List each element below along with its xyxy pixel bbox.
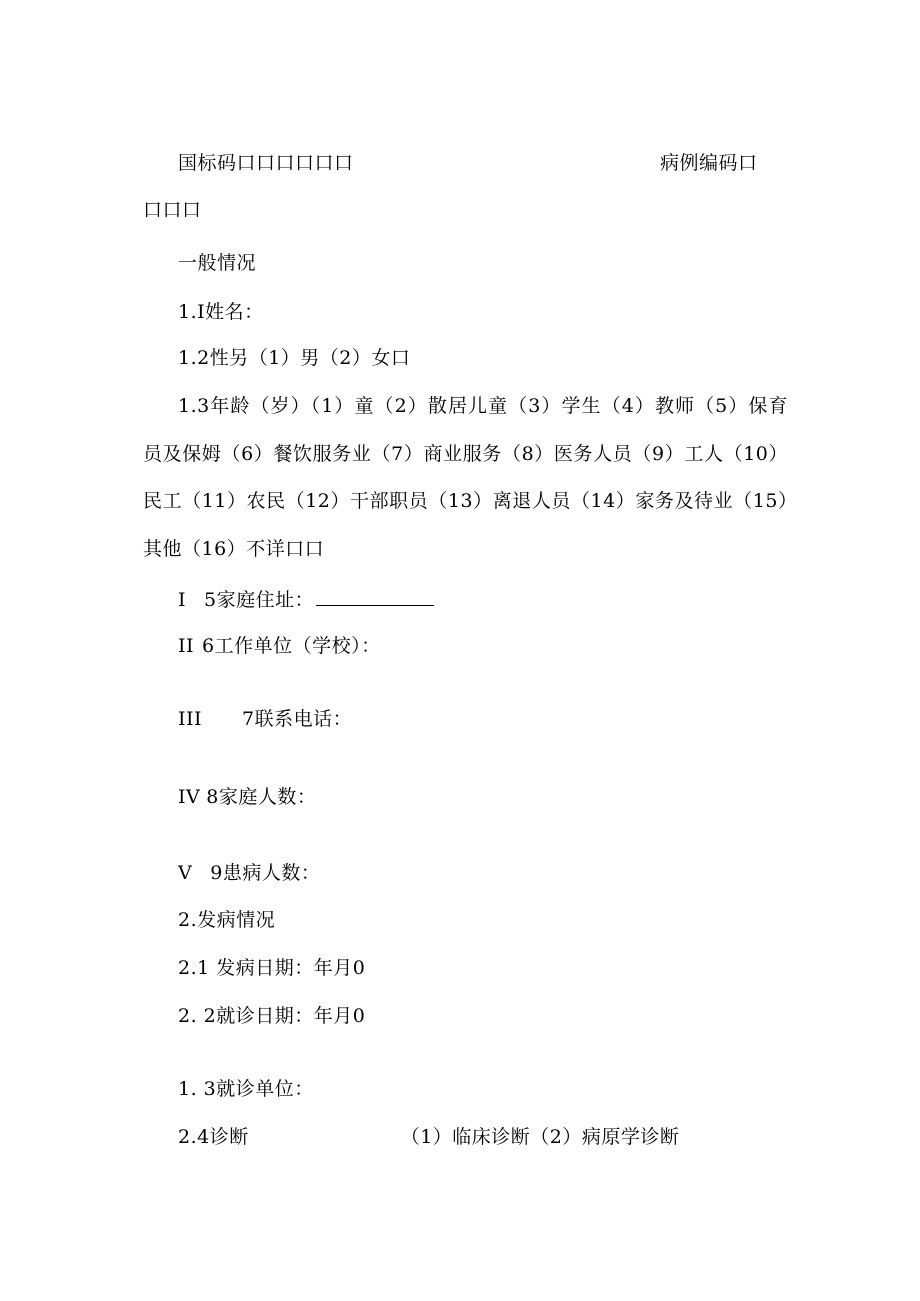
field-work-label: 6工作单位（学校）： [202,635,381,657]
field-sex: 1.2性另（1）男（2）女口 [178,347,411,369]
field-phone [178,707,352,731]
field-name: 1.I姓名： [178,301,264,323]
field-phone-number: III [178,708,203,730]
field-sick-number: V [178,862,193,884]
field-diagnosis-label: 2.4诊断 [178,1126,249,1148]
field-address [178,587,434,612]
address-underline [316,587,434,606]
section-general-title: 一般情况 [178,252,257,274]
gb-code: 国标码口口口口口口 [178,152,354,174]
field-sick-count [178,861,320,885]
field-diagnosis [178,1125,679,1149]
field-visit-date: 2. 2就诊日期：年月0 [178,1005,366,1027]
case-code-label: 病例编码口 [660,152,758,174]
field-phone-label: 7联系电话： [242,708,353,730]
section-onset-title: 2.发病情况 [178,909,276,931]
field-family-size [178,785,316,809]
field-address-number: I [178,589,187,611]
case-code-continuation: 口口口 [143,199,202,221]
field-sick-label: 9患病人数： [210,862,321,884]
field-work-unit [178,634,381,658]
field-family-label: 8家庭人数： [206,786,317,808]
field-work-number: II [178,635,195,657]
field-address-label: 5家庭住址： [204,589,315,611]
field-age-occupation: 1.3年龄（岁）（1）童（2）散居儿童（3）学生（4）教师（5）保育员及保姆（6）餐饮服务业（7）商业服务（8）医务人员（9）工人（10）民工（11）农民（12）干部职员（13）离退人员（14）家务及待业（15）其他（16）不详口口 [143,395,788,560]
field-visit-unit: 1. 3就诊单位： [178,1078,314,1100]
field-family-number: IV [178,786,201,808]
field-onset-date: 2.1 发病日期：年月0 [178,957,366,979]
field-diagnosis-options: （1）临床诊断（2）病原学诊断 [400,1126,680,1148]
